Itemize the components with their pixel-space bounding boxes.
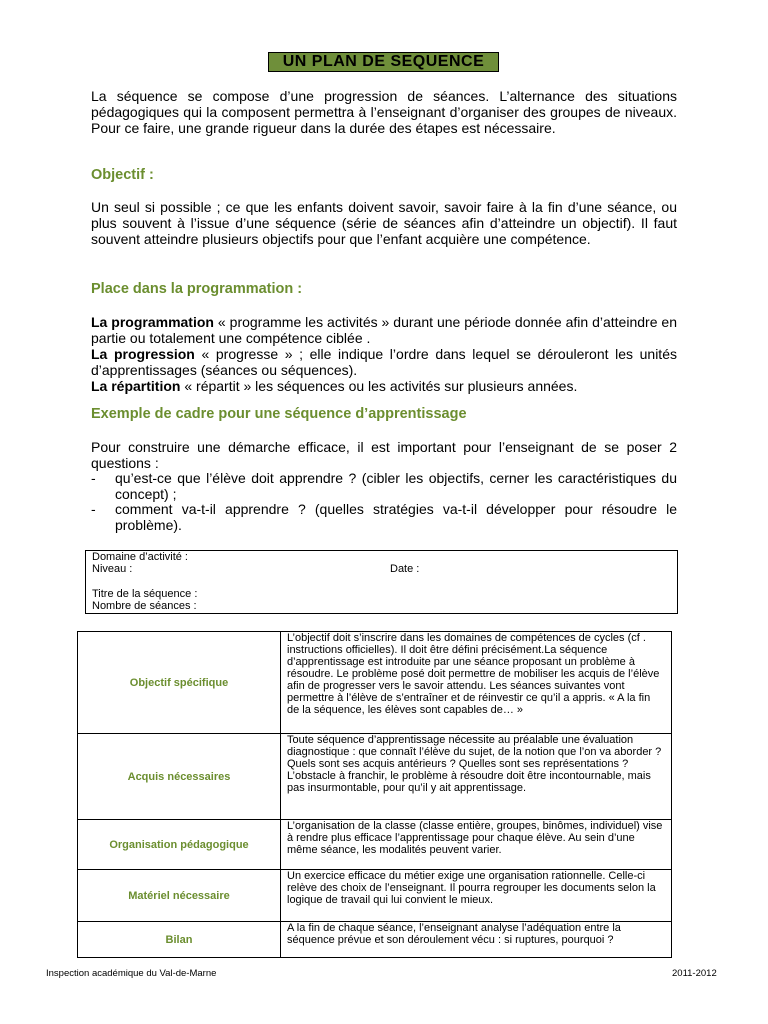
- row-label: Acquis nécessaires: [78, 734, 281, 820]
- definition-programmation: [91, 314, 677, 346]
- definition-progression: [91, 346, 677, 378]
- definition-term: La programmation: [91, 314, 214, 330]
- definition-text: « répartit » les séquences ou les activités sur plusieurs années.: [180, 378, 578, 394]
- exemple-paragraph: Pour construire une démarche efficace, il est important pour l’enseignant de se poser 2 questions :: [91, 439, 677, 471]
- table-row: [78, 922, 672, 958]
- row-description: Toute séquence d’apprentissage nécessite au préalable une évaluation diagnostique : que connaît l’élève du sujet, de la notion que l’on va aborder ? Quels sont ses acquis antérieurs ? Quelles sont ses représentations ? L’obstacle à franchir, le problème à résoudre doit être incontournable, mais pas insurmontable, pour qu’il y ait apprentissage.: [281, 734, 672, 820]
- footer-left: Inspection académique du Val-de-Marne: [46, 968, 217, 979]
- footer-right: 2011-2012: [672, 968, 717, 979]
- bullet-item: [91, 470, 677, 502]
- definition-repartition: [91, 378, 677, 394]
- row-label: Organisation pédagogique: [78, 820, 281, 870]
- definition-term: La progression: [91, 346, 195, 362]
- row-description: A la fin de chaque séance, l’enseignant analyse l’adéquation entre la séquence prévue et son déroulement vécu : si ruptures, pourquoi ?: [281, 922, 672, 958]
- sequence-table: [77, 631, 672, 958]
- row-description: L’objectif doit s’inscrire dans les domaines de compétences de cycles (cf . instructions officielles). Il doit être défini précisément.La séquence d’apprentissage est introduite par une séance proposant un problème à résoudre. Le problème posé doit permettre de mobiliser les acquis de l’élève afin de progresser vers le savoir attendu. Les séances suivantes vont permettre à l’élève de s’entraîner et de réinvestir ce qu’il a appris. « A la fin de la séquence, les élèves sont capables de… »: [281, 632, 672, 734]
- bullet-text: comment va-t-il apprendre ? (quelles stratégies va-t-il développer pour résoudre le problème).: [115, 501, 677, 533]
- sequence-frame: [85, 550, 678, 614]
- table-row: [78, 632, 672, 734]
- table-row: [78, 820, 672, 870]
- row-label: Objectif spécifique: [78, 632, 281, 734]
- bullet-item: [91, 501, 677, 533]
- date-label: Date :: [390, 563, 420, 575]
- objectif-paragraph: Un seul si possible ; ce que les enfants doivent savoir, savoir faire à la fin d’une séance, ou plus souvent à l’issue d’une séquence (série de séances afin d’atteindre un objectif). Il faut souvent atteindre plusieurs objectifs pour que l’enfant acquière une compétence.: [91, 199, 677, 247]
- definition-text: « progresse » ; elle indique l’ordre dans lequel se dérouleront les unités d’apprentissages (séances ou séquences).: [91, 346, 677, 378]
- domaine-label: Domaine d’activité :: [92, 551, 188, 563]
- exemple-heading: Exemple de cadre pour une séquence d’apprentissage: [91, 406, 467, 422]
- intro-paragraph: La séquence se compose d’une progression de séances. L’alternance des situations pédagogiques qui la composent permettra à l’enseignant d’organiser des groupes de niveaux. Pour ce faire, une grande rigueur dans la durée des étapes est nécessaire.: [91, 88, 677, 136]
- row-description: L’organisation de la classe (classe entière, groupes, binômes, individuel) vise à rendre plus efficace l’apprentissage pour chaque élève. Au sein d’une même séance, les modalités peuvent varier.: [281, 820, 672, 870]
- table-row: [78, 870, 672, 922]
- row-label: Matériel nécessaire: [78, 870, 281, 922]
- table-row: [78, 734, 672, 820]
- page-title: UN PLAN DE SEQUENCE: [268, 52, 499, 72]
- place-definitions: [91, 314, 677, 394]
- bullet-marker: -: [91, 501, 96, 517]
- bullet-text: qu’est-ce que l’élève doit apprendre ? (cibler les objectifs, cerner les caractéristiques du concept) ;: [115, 470, 677, 502]
- objectif-heading: Objectif :: [91, 167, 154, 183]
- bullet-marker: -: [91, 470, 96, 486]
- titre-label: Titre de la séquence :: [92, 588, 198, 600]
- definition-text: « programme les activités » durant une période donnée afin d’atteindre en partie ou totalement une compétence ciblée .: [91, 314, 677, 346]
- nombre-label: Nombre de séances :: [92, 600, 197, 612]
- niveau-label: Niveau :: [92, 563, 133, 575]
- definition-term: La répartition: [91, 378, 181, 394]
- row-description: Un exercice efficace du métier exige une organisation rationnelle. Celle-ci relève des choix de l’enseignant. Il pourra regrouper les documents selon la logique de travail qui lui convient le mieux.: [281, 870, 672, 922]
- row-label: Bilan: [78, 922, 281, 958]
- place-heading: Place dans la programmation :: [91, 281, 303, 297]
